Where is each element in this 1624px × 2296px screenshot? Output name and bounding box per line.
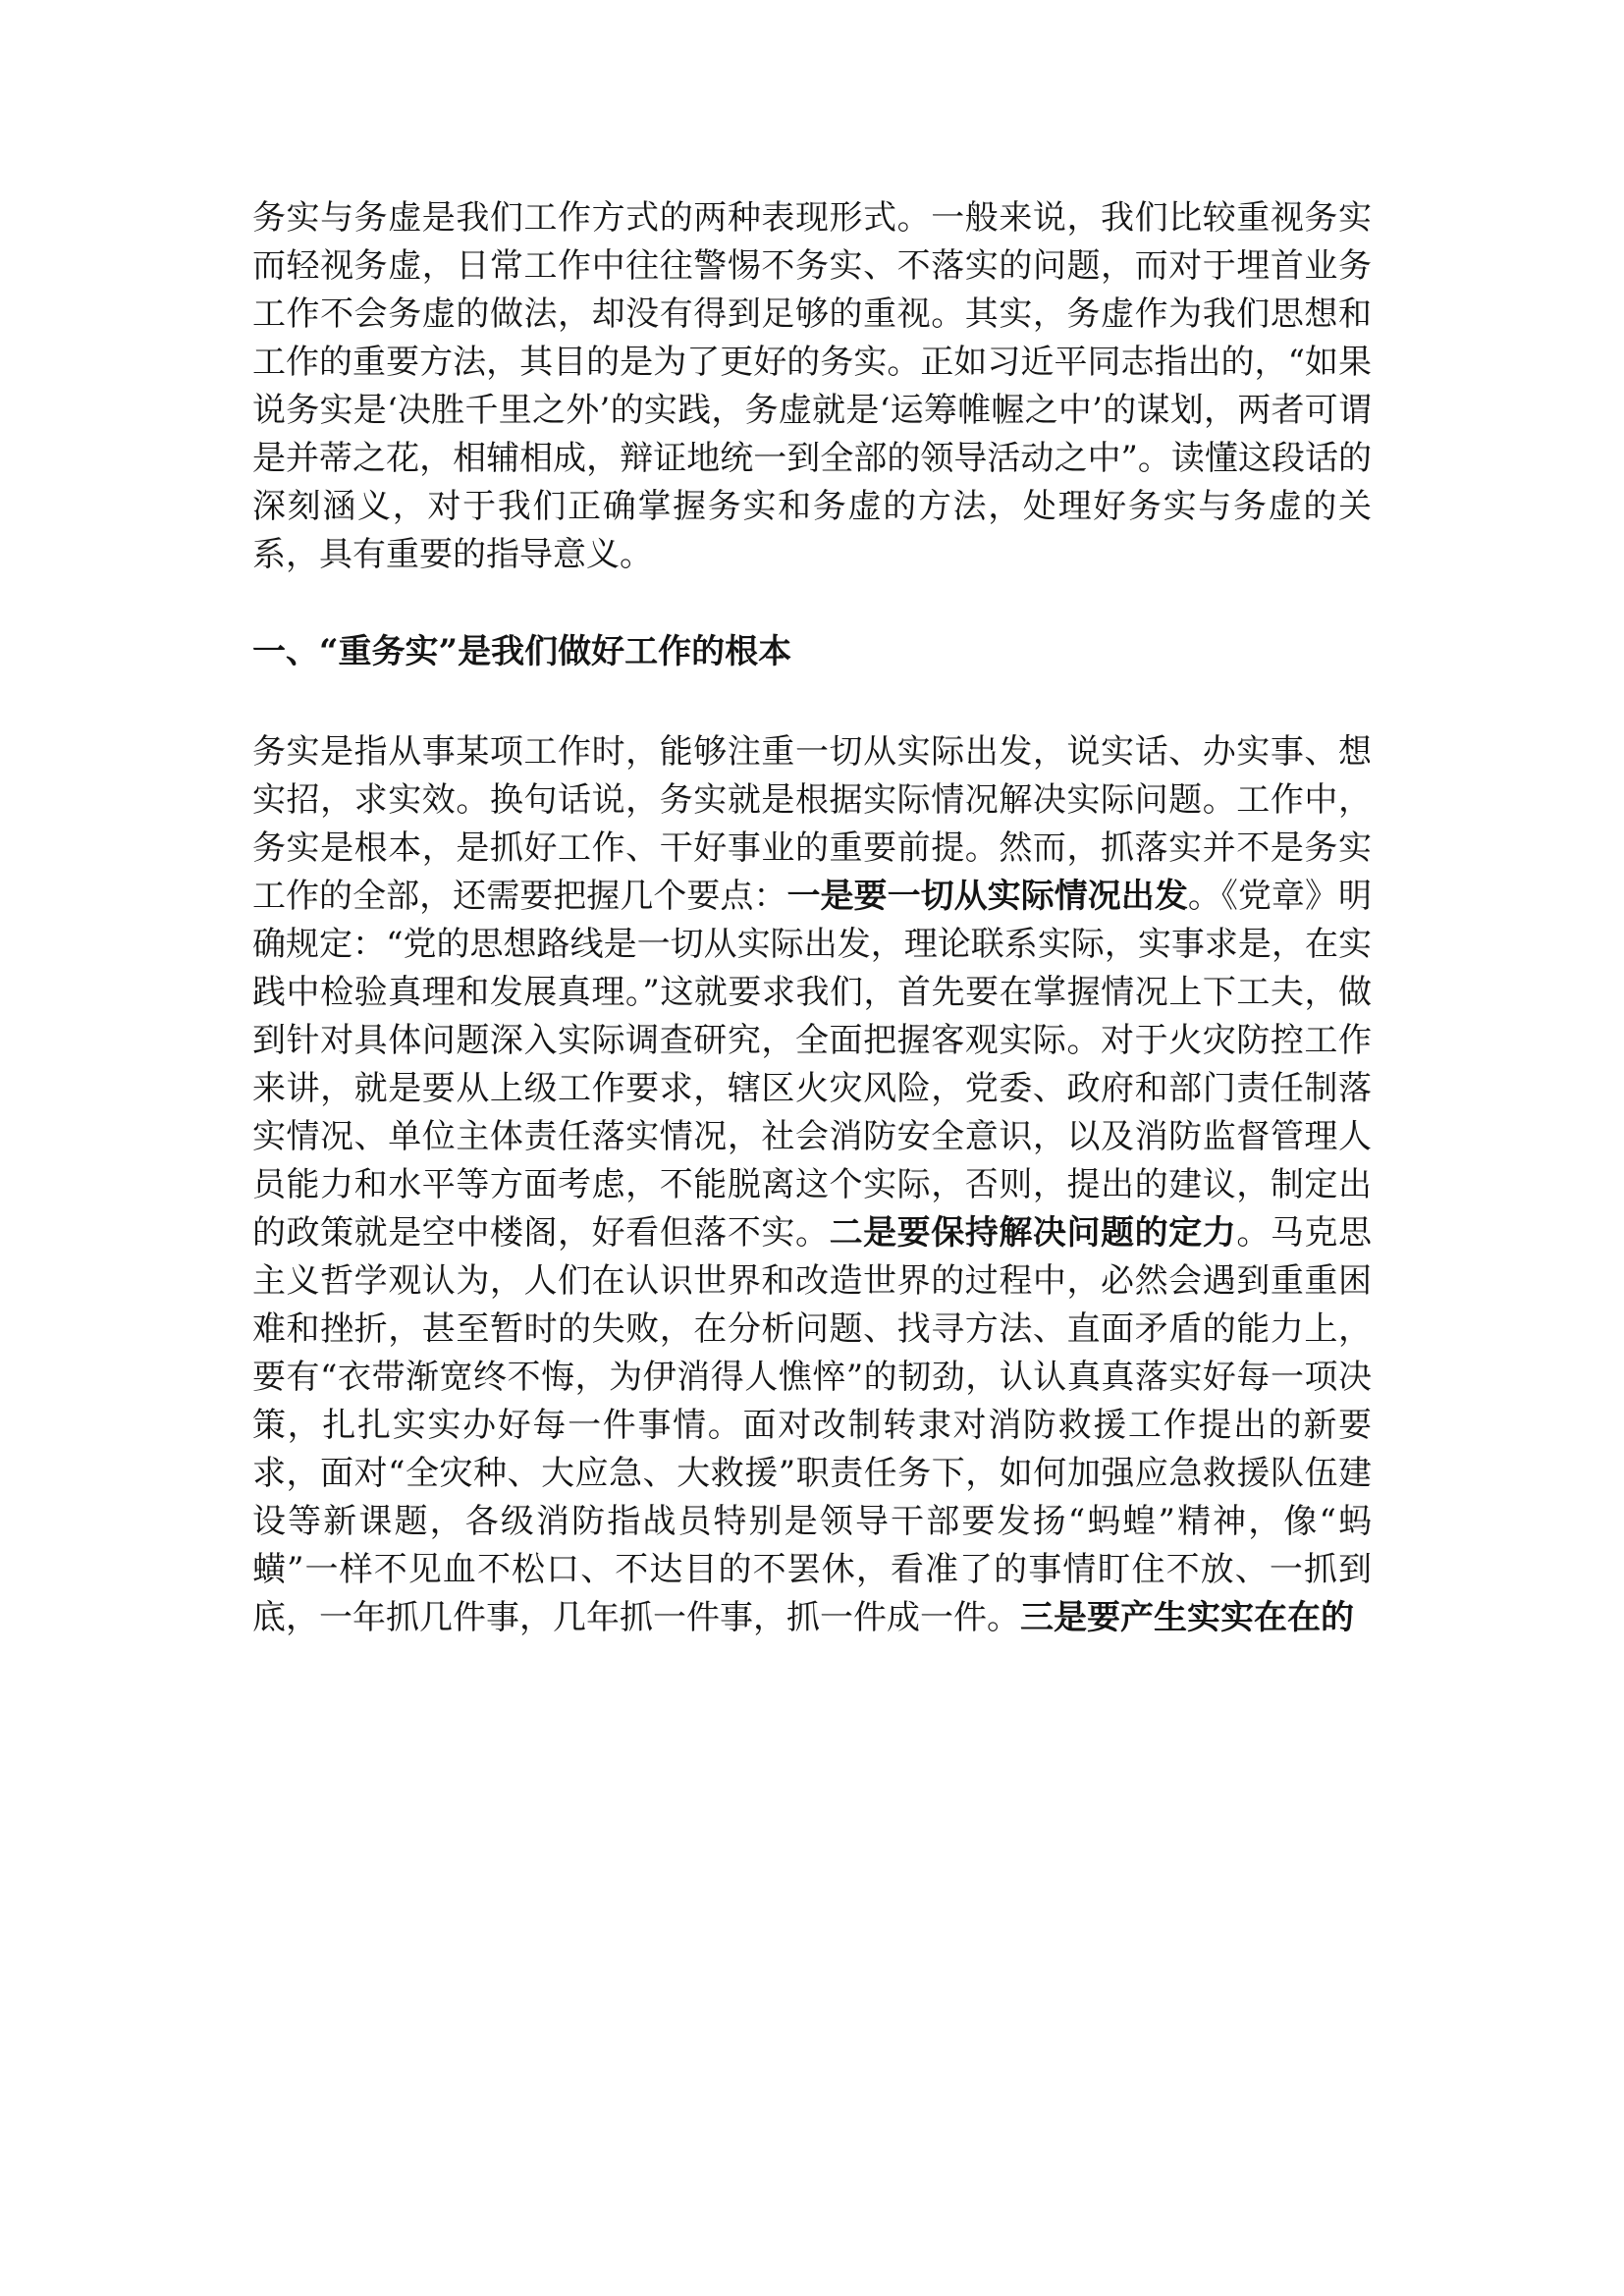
section-body-paragraph xyxy=(252,728,1372,1642)
document-body xyxy=(252,194,1372,1642)
intro-paragraph: 务实与务虚是我们工作方式的两种表现形式。一般来说，我们比较重视务实而轻视务虚，日常工作中往往警惕不务实、不落实的问题，而对于埋首业务工作不会务虚的做法，却没有得到足够的重视。其实，务虚作为我们思想和工作的重要方法，其目的是为了更好的务实。正如习近平同志指出的，“如果说务实是‘决胜千里之外’的实践，务虚就是‘运筹帷幄之中’的谋划，两者可谓是并蒂之花，相辅相成，辩证地统一到全部的领导活动之中”。读懂这段话的深刻涵义，对于我们正确掌握务实和务虚的方法，处理好务实与务虚的关系，具有重要的指导意义。 xyxy=(252,198,1372,574)
body-text: 。《党章》明确规定：“党的思想路线是一切从实际出发，理论联系实际，实事求是，在实践中检验真理和发展真理。”这就要求我们，首先要在掌握情况上下工夫，做到针对具体问题深入实际调查研究，全面把握客观实际。对于火灾防控工作来讲，就是要从上级工作要求，辖区火灾风险，党委、政府和部门责任制落实情况、单位主体责任落实情况，社会消防安全意识，以及消防监督管理人员能力和水平等方面考虑，不能脱离这个实际，否则，提出的建议，制定出的政策就是空中楼阁，好看但落不实。 xyxy=(252,877,1373,1253)
body-text: 。马克思主义哲学观认为，人们在认识世界和改造世界的过程中，必然会遇到重重困难和挫折，甚至暂时的失败，在分析问题、找寻方法、直面矛盾的能力上，要有“衣带渐宽终不悔，为伊消得人憔悴”的韧劲，认认真真落实好每一项决策，扎扎实实办好每一件事情。面对改制转隶对消防救援工作提出的新要求，面对“全灾种、大应急、大救援”职责任务下，如何加强应急救援队伍建设等新课题，各级消防指战员特别是领导干部要发扬“蚂蝗”精神，像“蚂蟥”一样不见血不松口、不达目的不罢休，看准了的事情盯住不放、一抓到底，一年抓几件事，几年抓一件事，抓一件成一件。 xyxy=(252,1213,1372,1637)
key-point-3: 三是要产生实实在在的 xyxy=(1020,1598,1354,1637)
key-point-1: 一是要一切从实际情况出发 xyxy=(786,877,1188,916)
key-point-2: 二是要保持解决问题的定力 xyxy=(829,1213,1237,1253)
body-text: 务实是指从事某项工作时，能够注重一切从实际出发，说实话、办实事、想实招，求实效。换句话说，务实就是根据实际情况解决实际问题。工作中，务实是根本，是抓好工作、干好事业的重要前提。然而，抓落实并不是务实工作的全部，还需要把握几个要点： xyxy=(252,732,1372,916)
section-heading: 一、“重务实”是我们做好工作的根本 xyxy=(252,632,792,671)
